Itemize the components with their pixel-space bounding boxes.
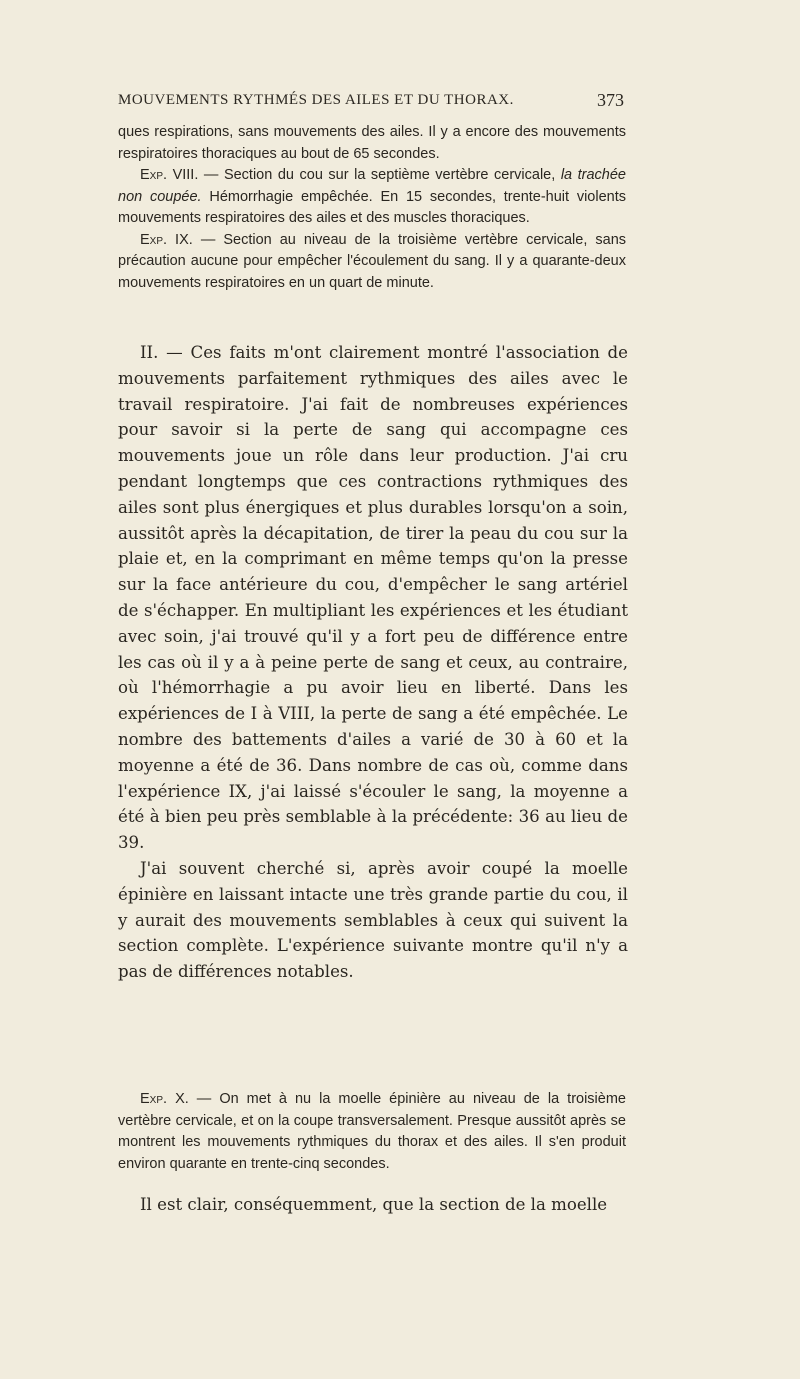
- experiment-text: — Section du cou sur la septième vertèbre cervicale,: [198, 167, 561, 183]
- running-title: MOUVEMENTS RYTHMÉS DES AILES ET DU THORAX.: [118, 92, 514, 108]
- experiment-text: — On met à nu la moelle épinière au niveau de la troisième vertèbre cervicale, et on la coupe transversalement. Presque aussitôt après se montrent les mouvements rythmiques du thorax et des ailes. Il s'en produit environ quarante en trente-cinq secondes.: [118, 1091, 626, 1172]
- experiment-viii-paragraph: [118, 165, 626, 230]
- main-text-block: [118, 340, 628, 985]
- experiment-notes-block: [118, 122, 626, 294]
- spinal-cord-paragraph: J'ai souvent cherché si, après avoir coupé la moelle épinière en laissant intacte une très grande partie du cou, il y aurait des mouvements semblables à ceux qui suivent la section complète. L'expérience suivante montre qu'il n'y a pas de différences notables.: [118, 858, 628, 982]
- page-number: 373: [597, 90, 624, 110]
- closing-text-block: [118, 1192, 628, 1218]
- experiment-text: Hémorrhagie empêchée. En 15 secondes, trente-huit violents mouvements respiratoires des ailes et des muscles thoraciques.: [118, 188, 626, 226]
- experiment-ix-paragraph: [118, 230, 626, 295]
- experiment-x-paragraph: [118, 1089, 626, 1175]
- continuation-paragraph: ques respirations, sans mouvements des ailes. Il y a encore des mouvements respiratoires thoraciques au bout de 65 secondes.: [118, 124, 626, 162]
- experiment-label: Exp. VIII.: [140, 167, 199, 183]
- experiment-label: Exp. IX.: [140, 231, 193, 248]
- running-header: [118, 92, 622, 120]
- experiment-x-block: [118, 1089, 626, 1175]
- experiment-text: — Section au niveau de la troisième vertèbre cervicale, sans précaution aucune pour empêcher l'écoulement du sang. Il y a quarante-deux mouvements respiratoires en un quart de minute.: [118, 231, 627, 291]
- section-ii-paragraph: II. — Ces faits m'ont clairement montré l'association de mouvements parfaitement rythmiques des ailes avec le travail respiratoire. J'ai fait de nombreuses expériences pour savoir si la perte de sang qui accompagne ces mouvements joue un rôle dans leur production. J'ai cru pendant longtemps que ces contractions rythmiques des ailes sont plus énergiques et plus durables lorsqu'on a soin, aussitôt après la décapitation, de tirer la peau du cou sur la plaie et, en la comprimant en même temps qu'on la presse sur la face antérieure du cou, d'empêcher le sang artériel de s'échapper. En multipliant les expériences et les étudiant avec soin, j'ai trouvé qu'il y a fort peu de différence entre les cas où il y a à peine perte de sang et ceux, au contraire, où l'hémorrhagie a pu avoir lieu en liberté. Dans les expériences de I à VIII, la perte de sang a été empêchée. Le nombre des battements d'ailes a varié de 30 à 60 et la moyenne a été de 36. Dans nombre de cas où, comme dans l'expérience IX, j'ai laissé s'écouler le sang, la moyenne a été à bien peu près semblable à la précédente: 36 au lieu de 39.: [118, 343, 628, 853]
- closing-paragraph: Il est clair, conséquemment, que la section de la moelle: [140, 1195, 608, 1214]
- experiment-italic-text: la trachée non coupée.: [118, 167, 626, 205]
- experiment-label: Exp. X.: [140, 1091, 189, 1107]
